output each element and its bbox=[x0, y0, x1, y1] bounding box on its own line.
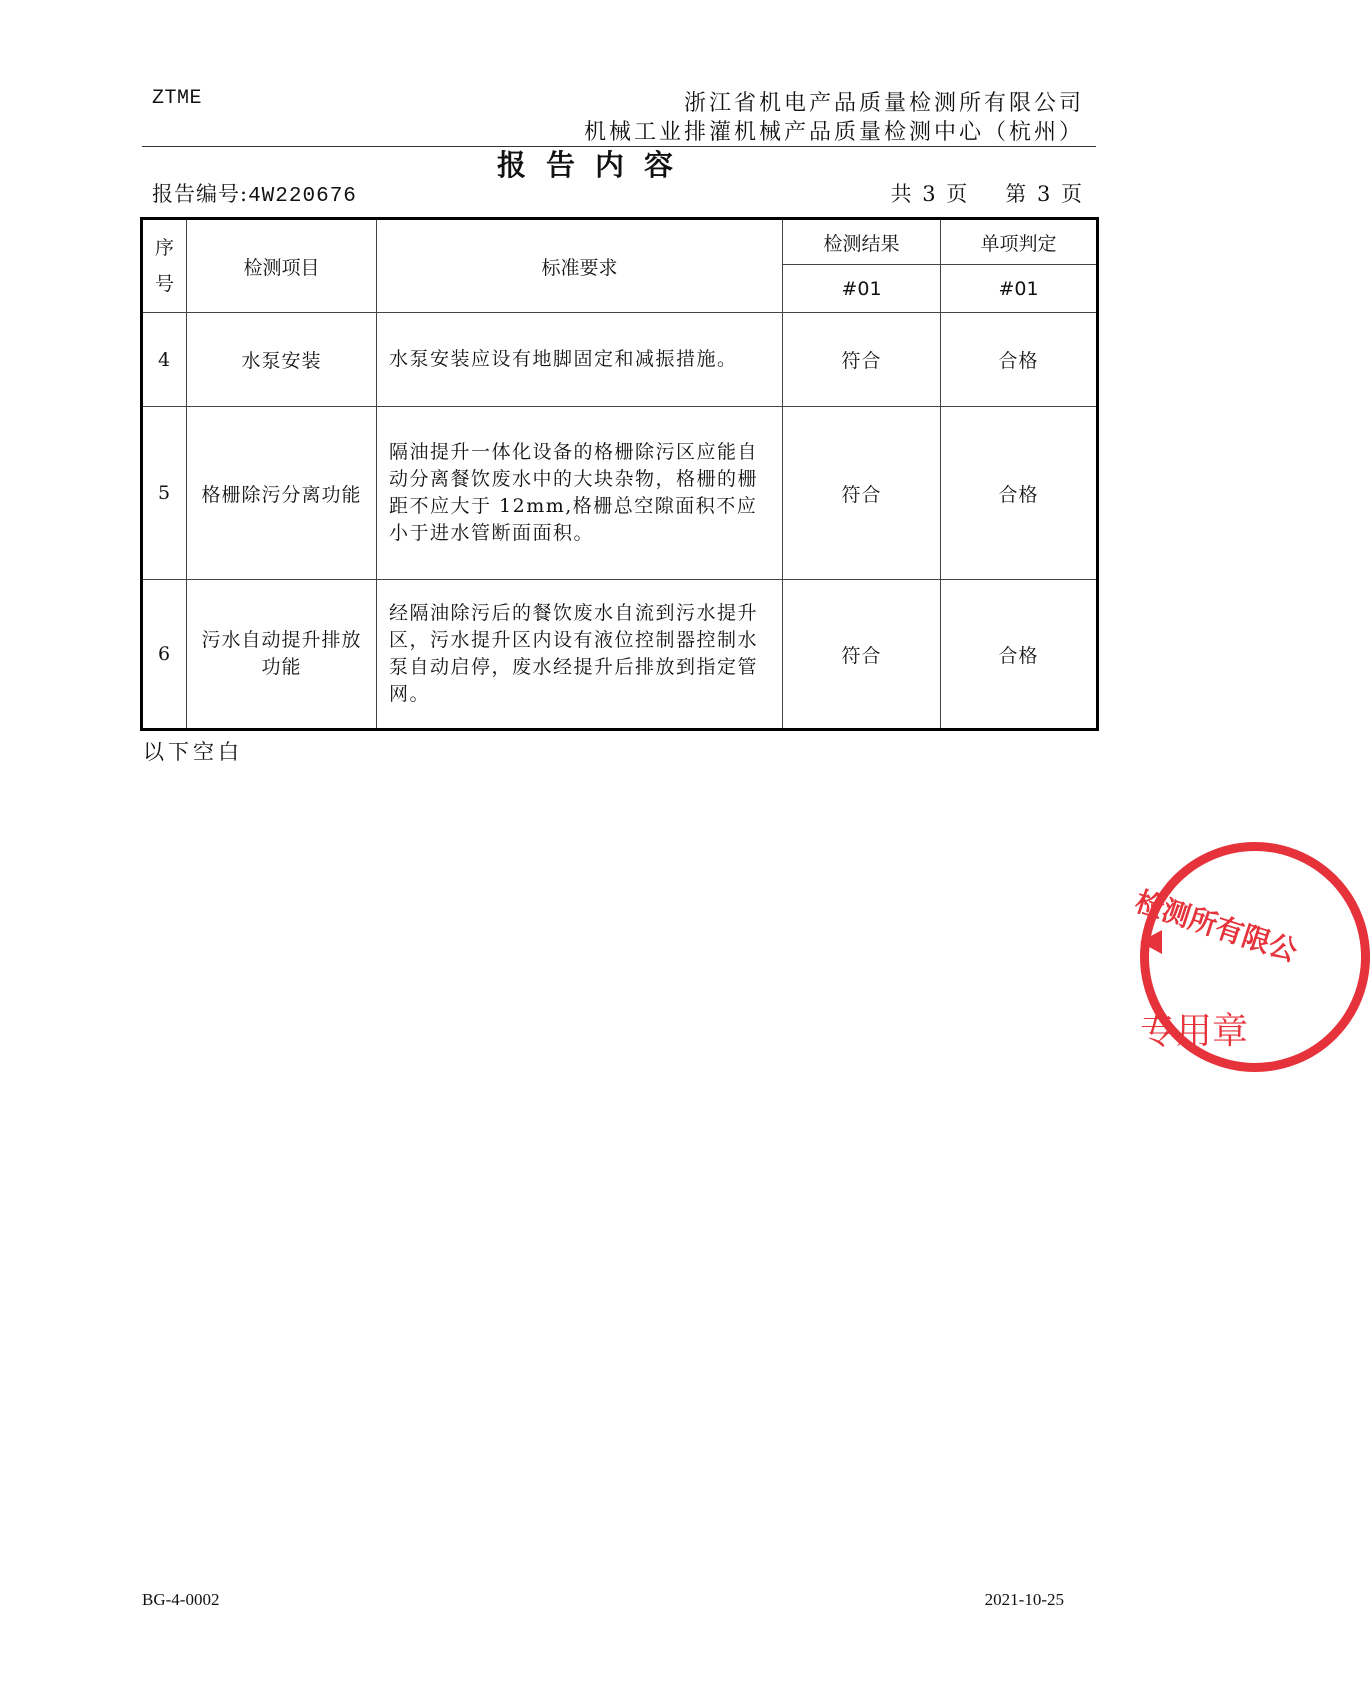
row-result: 符合 bbox=[783, 580, 941, 730]
row-item: 水泵安装 bbox=[187, 313, 377, 407]
row-requirement: 经隔油除污后的餐饮废水自流到污水提升区，污水提升区内设有液位控制器控制水泵自动启停，废水经提升后排放到指定管网。 bbox=[377, 580, 783, 730]
col-header-requirement: 标准要求 bbox=[377, 219, 783, 313]
col-header-seq bbox=[142, 219, 187, 313]
table-header-row bbox=[142, 219, 1098, 265]
row-verdict: 合格 bbox=[941, 407, 1098, 580]
footer-form-code: BG-4-0002 bbox=[142, 1590, 220, 1609]
header-org-name: 浙江省机电产品质量检测所有限公司 bbox=[683, 91, 1084, 116]
blank-below-note: 以下空白 bbox=[143, 740, 243, 764]
report-number-label: 报告编号: bbox=[152, 182, 249, 206]
row-seq: 6 bbox=[142, 580, 187, 730]
col-header-seq-line2: 号 bbox=[154, 273, 174, 295]
footer-date: 2021-10-25 bbox=[984, 1590, 1064, 1609]
row-seq: 4 bbox=[142, 313, 187, 407]
row-requirement: 隔油提升一体化设备的格栅除污区应能自动分离餐饮废水中的大块杂物，格栅的栅距不应大于 12mm,格栅总空隙面积不应小于进水管断面面积。 bbox=[377, 407, 783, 580]
table-row bbox=[142, 407, 1098, 580]
header-org-center: 机械工业排灌机械产品质量检测中心（杭州） bbox=[583, 120, 1084, 145]
col-header-verdict: 单项判定 bbox=[941, 219, 1098, 265]
col-subheader-result-sample: #01 bbox=[783, 265, 941, 313]
row-item: 污水自动提升排放功能 bbox=[187, 580, 377, 730]
table-row bbox=[142, 313, 1098, 407]
col-subheader-verdict-sample: #01 bbox=[941, 265, 1098, 313]
row-verdict: 合格 bbox=[941, 580, 1098, 730]
row-requirement: 水泵安装应设有地脚固定和减振措施。 bbox=[377, 313, 783, 407]
col-header-result: 检测结果 bbox=[783, 219, 941, 265]
seal-text-arc: 检测所有限公 bbox=[1131, 884, 1302, 969]
report-number-value: 4W220676 bbox=[248, 185, 357, 208]
row-result: 符合 bbox=[783, 313, 941, 407]
seal-star-icon bbox=[1140, 930, 1162, 954]
page-title: 报告内容 bbox=[496, 148, 693, 182]
col-header-item: 检测项目 bbox=[187, 219, 377, 313]
report-number bbox=[152, 178, 357, 208]
row-verdict: 合格 bbox=[941, 313, 1098, 407]
current-page: 第 3 页 bbox=[1005, 182, 1084, 206]
table-row bbox=[142, 580, 1098, 730]
total-pages: 共 3 页 bbox=[890, 182, 970, 206]
seal-text-bottom: 专用章 bbox=[1140, 1011, 1249, 1052]
row-result: 符合 bbox=[783, 407, 941, 580]
col-header-seq-line1: 序 bbox=[154, 237, 174, 259]
row-seq: 5 bbox=[142, 407, 187, 580]
row-item: 格栅除污分离功能 bbox=[187, 407, 377, 580]
inspection-table bbox=[140, 217, 1099, 731]
header-code: ZTME bbox=[152, 87, 203, 110]
page-counter bbox=[891, 178, 1084, 208]
